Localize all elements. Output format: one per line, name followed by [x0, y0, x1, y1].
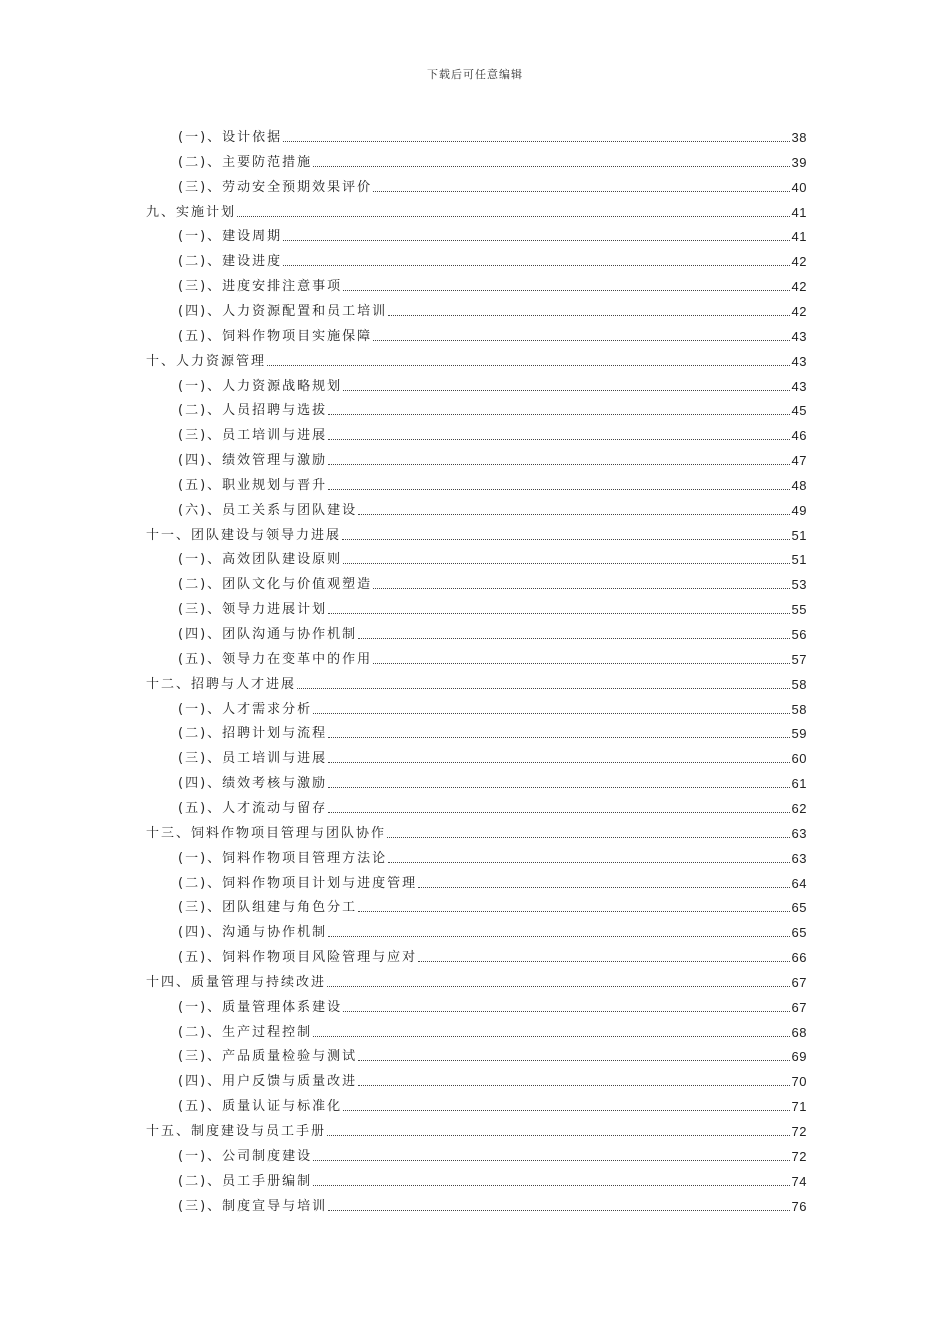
- toc-entry-title: (一)、人力资源战略规划: [178, 378, 343, 394]
- toc-entry-title: (四)、绩效管理与激励: [178, 453, 328, 469]
- toc-entry-title: 十四、质量管理与持续改进: [146, 974, 327, 990]
- toc-section-entry[interactable]: [178, 1095, 807, 1115]
- toc-entry-page-number: 56: [791, 627, 807, 642]
- toc-entry-page-number: 51: [791, 552, 807, 568]
- toc-dot-leader: [388, 315, 789, 316]
- toc-entry-page-number: 72: [791, 1148, 807, 1164]
- toc-entry-page-number: 63: [791, 825, 807, 841]
- toc-section-entry[interactable]: [178, 573, 807, 593]
- toc-dot-leader: [267, 365, 790, 366]
- toc-dot-leader: [343, 290, 789, 291]
- toc-chapter-entry[interactable]: [146, 201, 807, 221]
- toc-dot-leader: [328, 464, 789, 465]
- toc-entry-page-number: 58: [791, 676, 807, 692]
- toc-entry-page-number: 39: [791, 154, 807, 170]
- toc-entry-title: (四)、沟通与协作机制: [178, 925, 328, 941]
- toc-section-entry[interactable]: [178, 176, 807, 196]
- toc-dot-leader: [387, 837, 790, 838]
- toc-section-entry[interactable]: [178, 1145, 807, 1165]
- toc-section-entry[interactable]: [178, 996, 807, 1016]
- toc-section-entry[interactable]: [178, 225, 807, 245]
- toc-entry-title: (一)、饲料作物项目管理方法论: [178, 850, 388, 866]
- toc-section-entry[interactable]: [178, 797, 807, 817]
- toc-entry-page-number: 57: [791, 651, 807, 667]
- toc-entry-title: (三)、制度宣导与培训: [178, 1198, 328, 1214]
- toc-entry-title: (一)、人才需求分析: [178, 701, 313, 717]
- toc-section-entry[interactable]: [178, 1021, 807, 1041]
- toc-section-entry[interactable]: [178, 275, 807, 295]
- toc-entry-page-number: 43: [791, 328, 807, 344]
- toc-entry-page-number: 67: [791, 974, 807, 990]
- toc-entry-title: (一)、建设周期: [178, 229, 283, 245]
- toc-section-entry[interactable]: [178, 126, 807, 146]
- toc-entry-page-number: 43: [791, 378, 807, 394]
- toc-entry-page-number: 41: [791, 204, 807, 220]
- toc-entry-page-number: 43: [791, 353, 807, 369]
- toc-dot-leader: [418, 961, 789, 962]
- toc-dot-leader: [358, 514, 789, 515]
- toc-entry-page-number: 65: [791, 900, 807, 916]
- toc-entry-page-number: 40: [791, 179, 807, 195]
- toc-dot-leader: [327, 1135, 790, 1136]
- toc-entry-page-number: 46: [791, 428, 807, 444]
- toc-section-entry[interactable]: [178, 449, 807, 469]
- toc-section-entry[interactable]: [178, 623, 807, 643]
- toc-entry-title: (一)、质量管理体系建设: [178, 999, 343, 1015]
- toc-section-entry[interactable]: [178, 250, 807, 270]
- toc-entry-title: (三)、产品质量检验与测试: [178, 1049, 358, 1065]
- toc-section-entry[interactable]: [178, 499, 807, 519]
- toc-chapter-entry[interactable]: [146, 1120, 807, 1140]
- toc-dot-leader: [418, 887, 789, 888]
- toc-section-entry[interactable]: [178, 151, 807, 171]
- toc-section-entry[interactable]: [178, 1195, 807, 1215]
- toc-section-entry[interactable]: [178, 375, 807, 395]
- toc-entry-title: (二)、建设进度: [178, 254, 283, 270]
- toc-dot-leader: [343, 1110, 789, 1111]
- toc-entry-title: (一)、公司制度建设: [178, 1148, 313, 1164]
- toc-section-entry[interactable]: [178, 325, 807, 345]
- toc-entry-title: 十二、招聘与人才进展: [146, 676, 297, 692]
- toc-entry-page-number: 62: [791, 800, 807, 816]
- toc-dot-leader: [313, 713, 789, 714]
- toc-dot-leader: [373, 663, 789, 664]
- page-header: 下载后可任意编辑: [427, 68, 523, 81]
- toc-entry-title: (四)、绩效考核与激励: [178, 776, 328, 792]
- toc-entry-page-number: 48: [791, 477, 807, 493]
- toc-dot-leader: [388, 862, 789, 863]
- toc-entry-page-number: 61: [791, 776, 807, 792]
- toc-section-entry[interactable]: [178, 474, 807, 494]
- toc-dot-leader: [328, 439, 789, 440]
- toc-entry-page-number: 71: [791, 1099, 807, 1115]
- toc-entry-page-number: 72: [791, 1124, 807, 1139]
- toc-dot-leader: [358, 1085, 789, 1086]
- toc-dot-leader: [328, 762, 789, 763]
- toc-entry-title: (二)、团队文化与价值观塑造: [178, 577, 373, 593]
- toc-entry-page-number: 70: [791, 1074, 807, 1090]
- toc-entry-title: (一)、设计依据: [178, 130, 283, 145]
- toc-section-entry[interactable]: [178, 1070, 807, 1090]
- toc-entry-page-number: 49: [791, 502, 807, 518]
- toc-dot-leader: [297, 688, 790, 689]
- toc-entry-page-number: 42: [791, 279, 807, 295]
- toc-entry-title: 十、人力资源管理: [146, 353, 267, 369]
- toc-section-entry[interactable]: [178, 946, 807, 966]
- toc-entry-title: (五)、质量认证与标准化: [178, 1099, 343, 1115]
- toc-entry-title: (二)、人员招聘与选拔: [178, 403, 328, 419]
- toc-dot-leader: [237, 216, 790, 217]
- toc-dot-leader: [313, 1036, 789, 1037]
- toc-chapter-entry[interactable]: [146, 822, 807, 842]
- toc-entry-title: (三)、团队组建与角色分工: [178, 900, 358, 916]
- toc-dot-leader: [327, 986, 790, 987]
- toc-dot-leader: [328, 613, 789, 614]
- toc-entry-page-number: 58: [791, 701, 807, 717]
- toc-entry-title: (三)、劳动安全预期效果评价: [178, 179, 373, 195]
- toc-entry-title: (二)、招聘计划与流程: [178, 726, 328, 742]
- toc-entry-title: (四)、人力资源配置和员工培训: [178, 303, 388, 319]
- toc-entry-page-number: 53: [791, 577, 807, 593]
- toc-entry-page-number: 42: [791, 254, 807, 270]
- toc-section-entry[interactable]: [178, 772, 807, 792]
- toc-entry-page-number: 68: [791, 1024, 807, 1040]
- toc-entry-title: 十一、团队建设与领导力进展: [146, 527, 342, 543]
- toc-section-entry[interactable]: [178, 1170, 807, 1190]
- toc-dot-leader: [328, 489, 789, 490]
- toc-section-entry[interactable]: [178, 399, 807, 419]
- toc-section-entry[interactable]: [178, 698, 807, 718]
- toc-entry-title: 十五、制度建设与员工手册: [146, 1124, 327, 1139]
- toc-entry-page-number: 63: [791, 850, 807, 866]
- toc-entry-page-number: 42: [791, 303, 807, 319]
- toc-dot-leader: [328, 737, 789, 738]
- toc-entry-page-number: 59: [791, 726, 807, 742]
- toc-section-entry[interactable]: [178, 1045, 807, 1065]
- toc-dot-leader: [313, 166, 789, 167]
- toc-dot-leader: [358, 911, 789, 912]
- toc-entry-page-number: 60: [791, 751, 807, 767]
- toc-dot-leader: [328, 1210, 789, 1211]
- toc-entry-title: (五)、人才流动与留存: [178, 800, 328, 816]
- toc-chapter-entry[interactable]: [146, 350, 807, 370]
- toc-entry-page-number: 47: [791, 453, 807, 469]
- toc-entry-title: (四)、团队沟通与协作机制: [178, 627, 358, 642]
- toc-entry-title: (五)、职业规划与晋升: [178, 477, 328, 493]
- toc-entry-title: 九、实施计划: [146, 204, 237, 220]
- toc-section-entry[interactable]: [178, 424, 807, 444]
- toc-dot-leader: [283, 265, 789, 266]
- toc-dot-leader: [313, 1160, 789, 1161]
- toc-dot-leader: [343, 390, 789, 391]
- toc-chapter-entry[interactable]: [146, 524, 807, 544]
- toc-entry-page-number: 38: [791, 130, 807, 145]
- toc-entry-page-number: 51: [791, 527, 807, 543]
- toc-section-entry[interactable]: [178, 747, 807, 767]
- toc-entry-title: (四)、用户反馈与质量改进: [178, 1074, 358, 1090]
- toc-entry-title: (五)、领导力在变革中的作用: [178, 651, 373, 667]
- toc-section-entry[interactable]: [178, 648, 807, 668]
- toc-dot-leader: [283, 240, 789, 241]
- toc-entry-title: (二)、主要防范措施: [178, 154, 313, 170]
- toc-entry-title: (五)、饲料作物项目风险管理与应对: [178, 950, 418, 966]
- toc-entry-page-number: 55: [791, 602, 807, 618]
- toc-entry-title: (五)、饲料作物项目实施保障: [178, 328, 373, 344]
- toc-dot-leader: [313, 1185, 789, 1186]
- toc-entry-page-number: 69: [791, 1049, 807, 1065]
- toc-dot-leader: [283, 141, 789, 142]
- toc-dot-leader: [342, 539, 790, 540]
- toc-section-entry[interactable]: [178, 847, 807, 867]
- toc-entry-title: (一)、高效团队建设原则: [178, 552, 343, 568]
- toc-chapter-entry[interactable]: [146, 971, 807, 991]
- toc-dot-leader: [358, 1060, 789, 1061]
- toc-entry-title: (二)、饲料作物项目计划与进度管理: [178, 875, 418, 891]
- toc-entry-page-number: 64: [791, 875, 807, 891]
- toc-dot-leader: [328, 936, 789, 937]
- toc-entry-title: (三)、领导力进展计划: [178, 602, 328, 618]
- toc-entry-page-number: 74: [791, 1173, 807, 1189]
- toc-dot-leader: [373, 340, 789, 341]
- toc-section-entry[interactable]: [178, 300, 807, 320]
- toc-section-entry[interactable]: [178, 722, 807, 742]
- toc-dot-leader: [328, 812, 789, 813]
- toc-entry-page-number: 66: [791, 950, 807, 966]
- toc-section-entry[interactable]: [178, 598, 807, 618]
- toc-dot-leader: [328, 787, 789, 788]
- toc-dot-leader: [343, 563, 789, 564]
- toc-entry-title: (三)、进度安排注意事项: [178, 279, 343, 295]
- toc-chapter-entry[interactable]: [146, 673, 807, 693]
- toc-section-entry[interactable]: [178, 872, 807, 892]
- toc-dot-leader: [343, 1011, 789, 1012]
- toc-section-entry[interactable]: [178, 548, 807, 568]
- toc-entry-title: (三)、员工培训与进展: [178, 751, 328, 767]
- toc-dot-leader: [328, 414, 789, 415]
- toc-entry-page-number: 67: [791, 999, 807, 1015]
- toc-entry-title: 十三、饲料作物项目管理与团队协作: [146, 825, 387, 841]
- toc-entry-title: (二)、员工手册编制: [178, 1173, 313, 1189]
- toc-dot-leader: [358, 638, 789, 639]
- toc-section-entry[interactable]: [178, 921, 807, 941]
- toc-entry-page-number: 45: [791, 403, 807, 419]
- toc-entry-title: (二)、生产过程控制: [178, 1024, 313, 1040]
- toc-entry-title: (三)、员工培训与进展: [178, 428, 328, 444]
- toc-entry-page-number: 65: [791, 925, 807, 941]
- toc-dot-leader: [373, 588, 789, 589]
- toc-entry-title: (六)、员工关系与团队建设: [178, 502, 358, 518]
- toc-entry-page-number: 41: [791, 229, 807, 245]
- toc-section-entry[interactable]: [178, 896, 807, 916]
- toc-dot-leader: [373, 191, 789, 192]
- toc-entry-page-number: 76: [791, 1198, 807, 1214]
